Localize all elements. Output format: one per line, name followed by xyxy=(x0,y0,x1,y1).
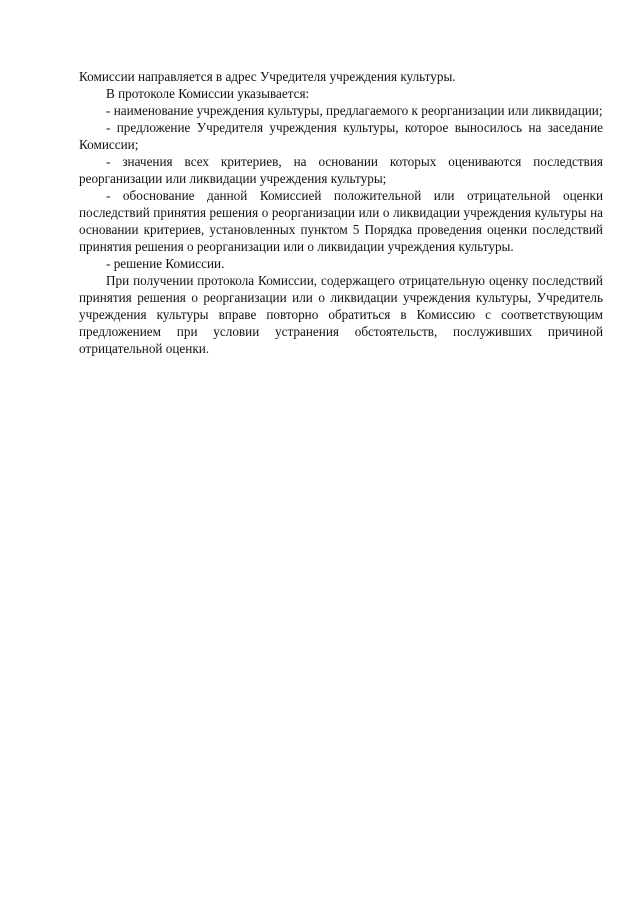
paragraph-negative-assessment: При получении протокола Комиссии, содержащего отрицательную оценку последствий принятия решения о реорганизации или о ликвидации учреждения культуры, Учредитель учреждения культуры вправе повторно обратиться в Комиссию с соответствующим предложением при условии устранения обстоятельств, послуживших причиной отрицательной оценки. xyxy=(79,273,603,356)
paragraph-protocol-intro: В протоколе Комиссии указывается: xyxy=(106,86,310,101)
list-item-institution-name: - наименование учреждения культуры, предлагаемого к реорганизации или ликвидации; xyxy=(106,103,603,118)
list-item-commission-decision: - решение Комиссии. xyxy=(106,256,225,271)
list-item-founder-proposal: - предложение Учредителя учреждения культуры, которое выносилось на заседание Комиссии; xyxy=(79,120,603,152)
document-body xyxy=(79,68,603,357)
list-item-criteria-values: - значения всех критериев, на основании которых оцениваются последствия реорганизации или ликвидации учреждения культуры; xyxy=(79,154,603,186)
paragraph-continuation: Комиссии направляется в адрес Учредителя учреждения культуры. xyxy=(79,69,456,84)
list-item-justification: - обоснование данной Комиссией положительной или отрицательной оценки последствий принятия решения о реорганизации или о ликвидации учреждения культуры на основании критериев, установленных пунктом 5 Порядка проведения оценки последствий принятия решения о реорганизации или о ликвидации учреждения культуры. xyxy=(79,188,603,254)
